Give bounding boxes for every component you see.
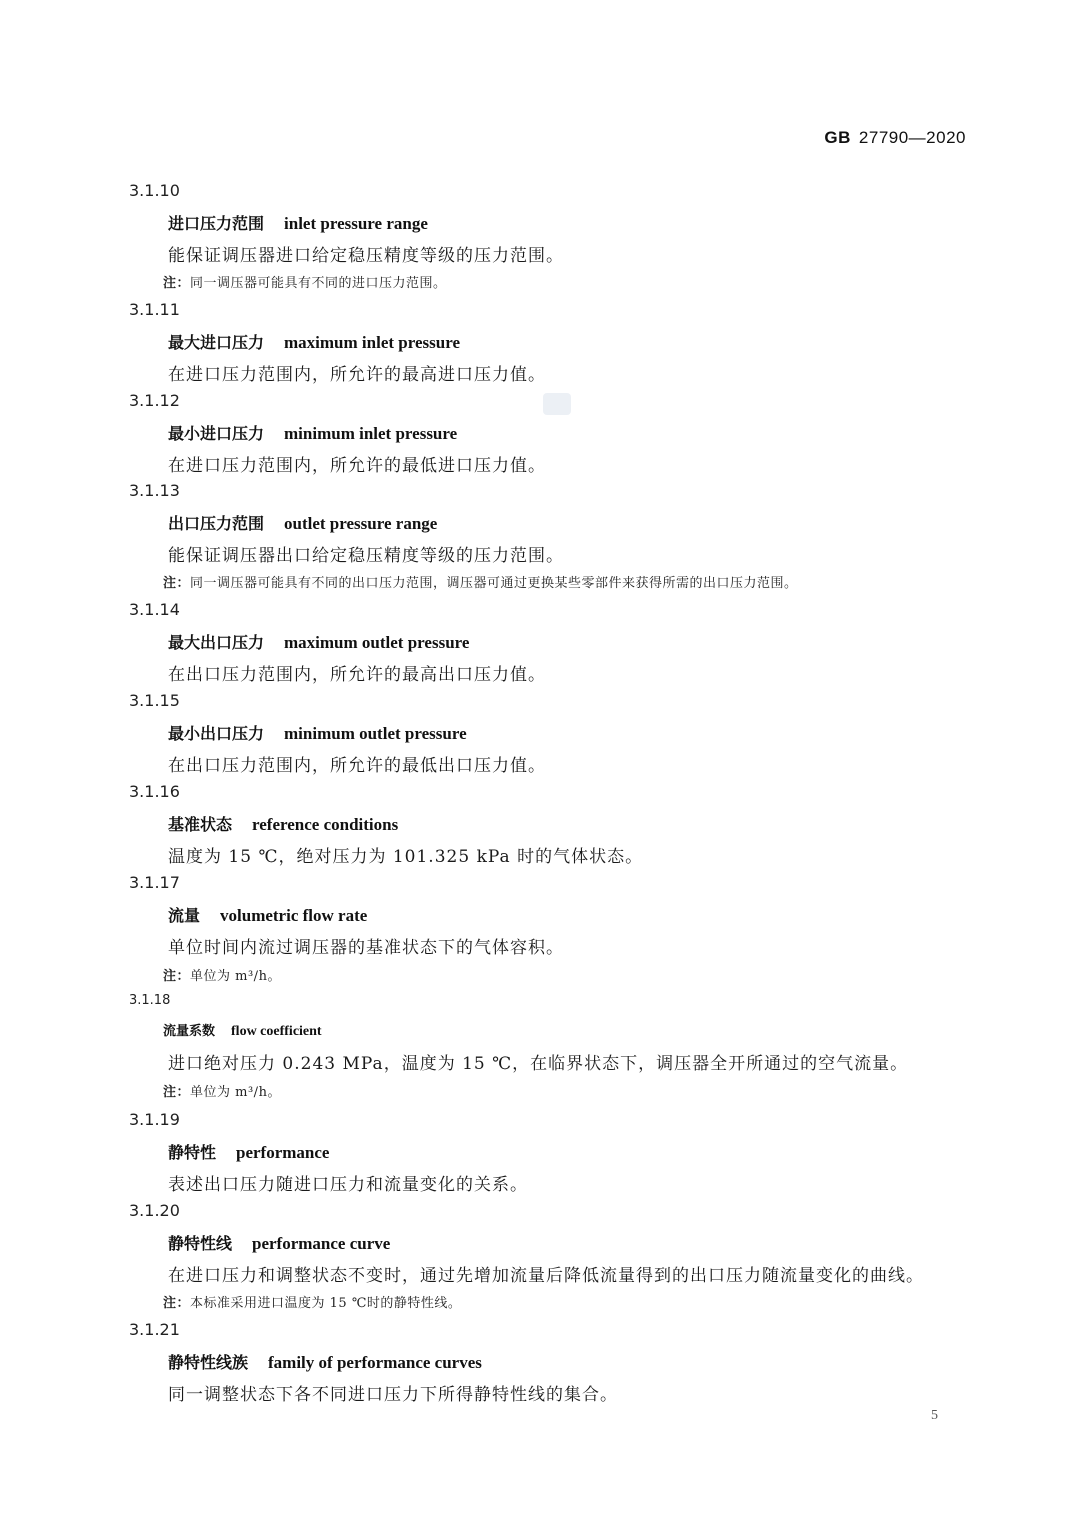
clause-number: 3.1.13 xyxy=(129,481,180,500)
clause-number: 3.1.11 xyxy=(129,300,180,319)
term-en: family of performance curves xyxy=(268,1353,482,1372)
term-zh: 静特性线族 xyxy=(168,1353,249,1372)
term-heading xyxy=(168,511,437,534)
term-zh: 最小进口压力 xyxy=(168,424,265,443)
term-en: performance xyxy=(236,1143,330,1162)
clause-number: 3.1.10 xyxy=(129,181,180,200)
note-label: 注： xyxy=(163,969,191,984)
standard-code-header xyxy=(824,128,966,148)
note-label: 注： xyxy=(163,276,191,291)
term-definition: 进口绝对压力 0.243 MPa，温度为 15 ℃，在临界状态下，调压器全开所通过的空气流量。 xyxy=(168,1054,909,1074)
term-en: reference conditions xyxy=(252,815,399,834)
term-zh: 静特性线 xyxy=(168,1234,233,1253)
term-heading xyxy=(168,721,467,744)
term-en: performance curve xyxy=(252,1234,391,1253)
term-en: volumetric flow rate xyxy=(220,906,368,925)
clause-number: 3.1.20 xyxy=(129,1201,180,1220)
term-zh: 最大出口压力 xyxy=(168,633,265,652)
clause-number: 3.1.17 xyxy=(129,873,180,892)
term-definition: 在出口压力范围内，所允许的最低出口压力值。 xyxy=(168,756,546,776)
term-definition: 在出口压力范围内，所允许的最高出口压力值。 xyxy=(168,665,546,685)
term-en: minimum outlet pressure xyxy=(284,724,467,743)
term-heading xyxy=(168,330,460,353)
term-note xyxy=(163,1292,461,1311)
note-text: 单位为 m³/h。 xyxy=(190,1085,281,1100)
clause-number: 3.1.21 xyxy=(129,1320,180,1339)
term-heading xyxy=(168,630,469,653)
clause-number: 3.1.14 xyxy=(129,600,180,619)
page-number: 5 xyxy=(931,1408,938,1423)
term-en: minimum inlet pressure xyxy=(284,424,458,443)
term-zh: 流量系数 xyxy=(163,1024,216,1039)
note-text: 本标准采用进口温度为 15 ℃时的静特性线。 xyxy=(190,1296,462,1311)
term-definition: 在进口压力范围内，所允许的最低进口压力值。 xyxy=(168,456,546,476)
note-label: 注： xyxy=(163,576,191,591)
term-definition: 单位时间内流过调压器的基准状态下的气体容积。 xyxy=(168,938,564,958)
term-definition: 能保证调压器进口给定稳压精度等级的压力范围。 xyxy=(168,246,564,266)
note-text: 同一调压器可能具有不同的进口压力范围。 xyxy=(190,276,447,291)
term-heading xyxy=(168,812,398,835)
term-definition: 同一调整状态下各不同进口压力下所得静特性线的集合。 xyxy=(168,1385,618,1405)
clause-number: 3.1.12 xyxy=(129,391,180,410)
clause-number: 3.1.16 xyxy=(129,782,180,801)
term-note xyxy=(163,272,447,291)
standard-prefix: GB xyxy=(824,128,851,147)
term-heading xyxy=(168,1350,482,1373)
term-zh: 流量 xyxy=(168,906,201,925)
term-en: maximum outlet pressure xyxy=(284,633,470,652)
term-zh: 静特性 xyxy=(168,1143,217,1162)
note-label: 注： xyxy=(163,1085,191,1100)
term-definition: 在进口压力和调整状态不变时，通过先增加流量后降低流量得到的出口压力随流量变化的曲线。 xyxy=(168,1266,924,1286)
term-heading xyxy=(168,903,367,926)
clause-number: 3.1.15 xyxy=(129,691,180,710)
term-en: inlet pressure range xyxy=(284,214,428,233)
term-en: flow coefficient xyxy=(231,1024,322,1039)
clause-number: 3.1.19 xyxy=(129,1110,180,1129)
term-note xyxy=(163,1081,281,1100)
watermark-logo-icon xyxy=(543,393,571,415)
term-definition: 能保证调压器出口给定稳压精度等级的压力范围。 xyxy=(168,546,564,566)
term-en: outlet pressure range xyxy=(284,514,438,533)
note-label: 注： xyxy=(163,1296,191,1311)
standard-number: 27790—2020 xyxy=(858,128,966,147)
term-definition: 在进口压力范围内，所允许的最高进口压力值。 xyxy=(168,365,546,385)
term-note xyxy=(163,572,798,591)
term-note xyxy=(163,965,281,984)
term-definition: 温度为 15 ℃，绝对压力为 101.325 kPa 时的气体状态。 xyxy=(168,847,644,867)
term-heading xyxy=(168,1140,329,1163)
term-definition: 表述出口压力随进口压力和流量变化的关系。 xyxy=(168,1175,528,1195)
term-heading xyxy=(163,1020,322,1040)
term-heading xyxy=(168,1231,390,1254)
term-zh: 出口压力范围 xyxy=(168,514,265,533)
note-text: 同一调压器可能具有不同的出口压力范围，调压器可通过更换某些零部件来获得所需的出口压力范围。 xyxy=(190,576,798,591)
term-en: maximum inlet pressure xyxy=(284,333,460,352)
term-heading xyxy=(168,421,457,444)
term-heading xyxy=(168,211,428,234)
term-zh: 最大进口压力 xyxy=(168,333,265,352)
term-zh: 基准状态 xyxy=(168,815,233,834)
clause-number: 3.1.18 xyxy=(129,993,171,1008)
note-text: 单位为 m³/h。 xyxy=(190,969,281,984)
term-zh: 进口压力范围 xyxy=(168,214,265,233)
term-zh: 最小出口压力 xyxy=(168,724,265,743)
